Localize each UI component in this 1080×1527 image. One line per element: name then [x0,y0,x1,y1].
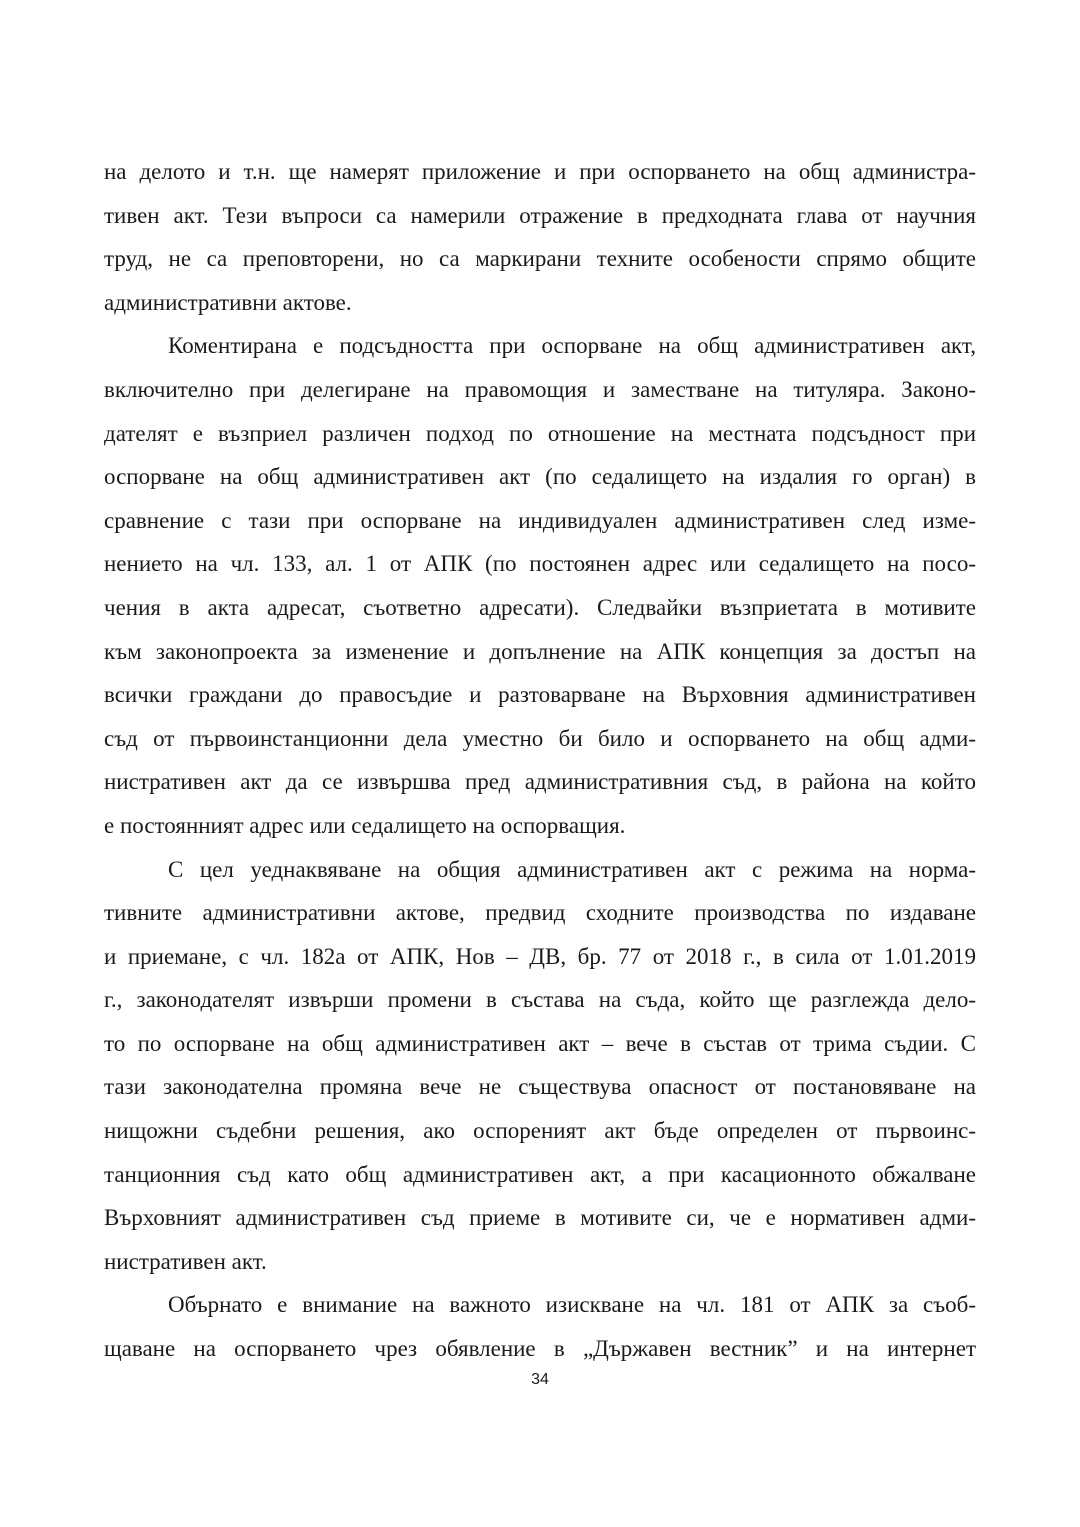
paragraph-2-line: нистративен акт да се извършва пред административния съд, в района на който [104,769,976,795]
paragraph-1-line: тивен акт. Тези въпроси са намерили отражение в предходната глава от научния [104,202,976,228]
paragraph-3-line: г., законодателят извърши промени в състава на съда, който ще разглежда дело- [104,987,976,1013]
paragraph-3-line: то по оспорване на общ административен акт – вече в състав от трима съдии. С [104,1030,976,1056]
paragraph-3-line: нистративен акт. [104,1248,267,1274]
paragraph-2-line: включително при делегиране на правомощия и заместване на титуляра. Законо- [104,376,976,402]
paragraph-2-line: е постоянният адрес или седалището на оспорващия. [104,812,626,838]
paragraph-2-line: Коментирана е подсъдността при оспорване на общ административен акт, [168,333,976,359]
paragraph-2-line: чения в акта адресат, съответно адресати). Следвайки възприетата в мотивите [104,594,976,620]
paragraph-1-line: на делото и т.н. ще намерят приложение и при оспорването на общ администра- [104,159,976,184]
paragraph-2-line: нението на чл. 133, ал. 1 от АПК (по постоянен адрес или седалището на посо- [104,551,976,577]
paragraph-3-line: нищожни съдебни решения, ако оспореният акт бъде определен от първоинс- [104,1118,976,1144]
paragraph-1-line: административни актове. [104,289,352,315]
paragraph-3-line: и приемане, с чл. 182а от АПК, Нов – ДВ, бр. 77 от 2018 г., в сила от 1.01.2019 [104,943,976,969]
paragraph-2-line: оспорване на общ административен акт (по седалището на издалия го орган) в [104,464,976,490]
paragraph-1-line: труд, не са преповторени, но са маркирани техните особености спрямо общите [104,246,976,272]
paragraph-3-line: Върховният административен съд приеме в мотивите си, че е нормативен адми- [104,1205,976,1231]
paragraph-4-line: щаване на оспорването чрез обявление в „Държавен вестник” и на интернет [104,1336,976,1362]
page-number: 34 [531,1371,549,1388]
body-text [104,150,976,1371]
paragraph-2-line: съд от първоинстанционни дела уместно би било и оспорването на общ адми- [104,725,976,751]
paragraph-2-line: сравнение с тази при оспорване на индивидуален административен след изме- [104,507,976,533]
paragraph-3-line: танционния съд като общ административен акт, а при касационното обжалване [104,1161,976,1187]
paragraph-4-line: Обърнато е внимание на важното изискване на чл. 181 от АПК за съоб- [168,1292,976,1318]
paragraph-3-line: тази законодателна промяна вече не съществува опасност от постановяване на [104,1074,976,1100]
paragraph-2-line: към законопроекта за изменение и допълнение на АПК концепция за достъп на [104,638,976,664]
paragraph-2-line: всички граждани до правосъдие и разтоварване на Върховния административен [104,682,976,708]
paragraph-2-line: дателят е възприел различен подход по отношение на местната подсъдност при [104,420,976,446]
paragraph-3-line: тивните административни актове, предвид сходните производства по издаване [104,900,976,926]
paragraph-3-line: С цел уеднаквяване на общия административен акт с режима на норма- [168,856,976,882]
